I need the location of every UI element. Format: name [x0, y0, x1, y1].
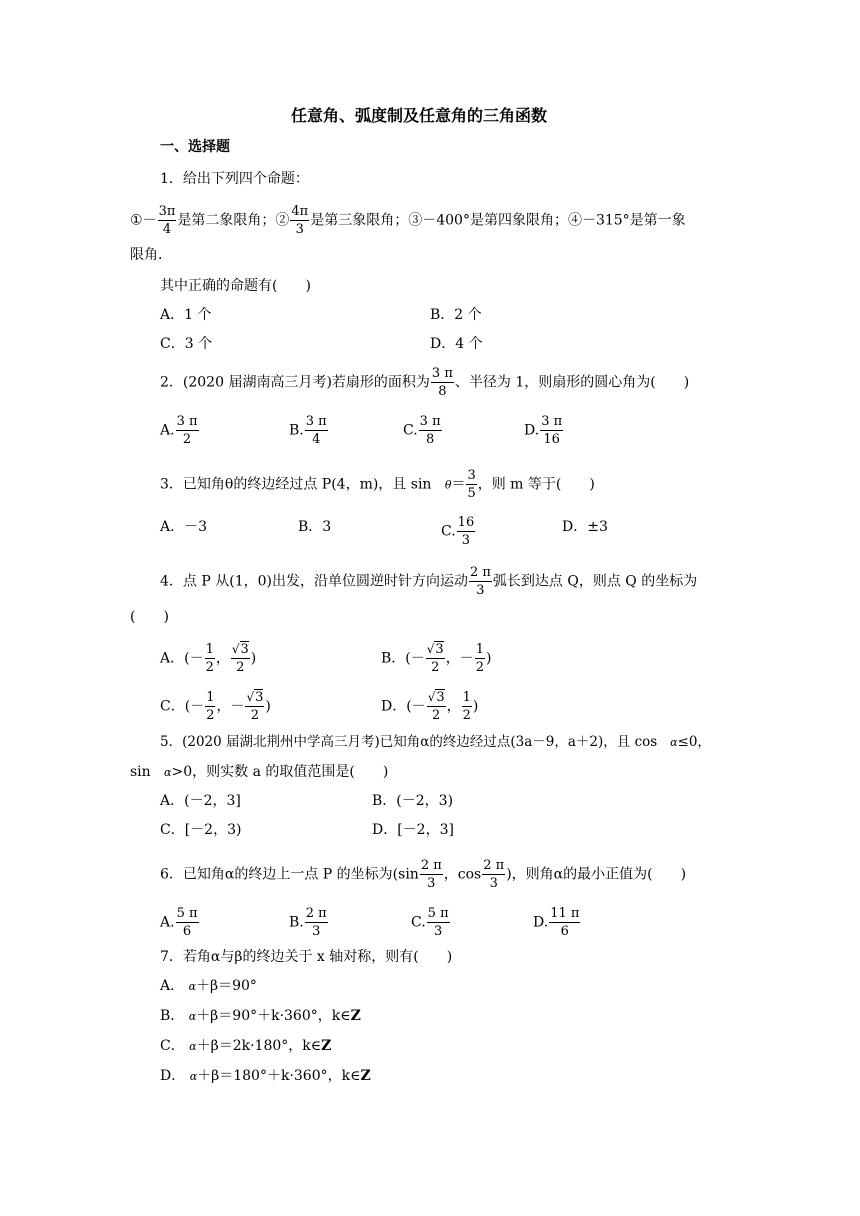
q7-option-b[interactable]: B． α＋β＝90°＋k·360°，k∈Z — [160, 1008, 361, 1024]
q3-option-d[interactable]: D．±3 — [562, 519, 608, 535]
q2-area-frac: $\frac{3 \pi}{8}$ — [431, 366, 453, 399]
q5-option-d[interactable]: D．[－2，3] — [372, 822, 454, 838]
q7-stem: 7．若角α与β的终边关于 x 轴对称，则有( ) — [160, 949, 453, 965]
q4-option-b[interactable]: B．(－ $\frac{√3}{2}$ ，－ $\frac{1}{2}$ ) — [381, 642, 492, 675]
q2-option-a[interactable]: A. $\frac{3 \pi}{2}$ — [160, 414, 198, 447]
q1-option-c[interactable]: C．3 个 — [160, 336, 213, 352]
q4-option-a[interactable]: A．(－ $\frac{1}{2}$ ， $\frac{√3}{2}$ ) — [160, 642, 257, 675]
q4-stem: 4．点 P 从(1，0)出发，沿单位圆逆时针方向运动 $\frac{2 \pi}{3}$ 弧长到达点 Q，则点 Q 的坐标为 — [160, 565, 698, 598]
page-title: 任意角、弧度制及任意角的三角函数 — [291, 106, 548, 125]
q6-option-b[interactable]: B. $\frac{2 \pi}{3}$ — [289, 906, 327, 939]
q1-frac-4pi-3: $\frac{4\pi}{3}$ — [291, 204, 309, 237]
q1-option-b[interactable]: B．2 个 — [430, 307, 482, 323]
q5-option-c[interactable]: C．[－2，3) — [160, 822, 242, 838]
q1-option-a[interactable]: A．1 个 — [160, 307, 212, 323]
q6-option-c[interactable]: C. $\frac{5 \pi}{3}$ — [411, 906, 449, 939]
q3-option-b[interactable]: B．3 — [298, 519, 332, 535]
q5-option-b[interactable]: B．(－2，3) — [372, 793, 454, 809]
q4-option-d[interactable]: D．(－ $\frac{√3}{2}$ ， $\frac{1}{2}$ ) — [381, 690, 479, 723]
section-heading: 一、选择题 — [160, 139, 230, 155]
q7-option-c[interactable]: C． α＋β＝2k·180°，k∈Z — [160, 1038, 332, 1054]
q3-option-a[interactable]: A．－3 — [160, 519, 208, 535]
q5-stem: 5．(2020 届湖北荆州中学高三月考)已知角α的终边经过点(3a－9，a＋2)，且 cos α≤0， — [160, 734, 711, 750]
q1-propositions: ①－ $\frac{3\pi}{4}$ 是第二象限角；② $\frac{4\pi}{3}$ 是第三象限角；③－400°是第四象限角；④－315°是第一象 — [130, 204, 686, 237]
q4-stem-cont: ( ) — [130, 609, 169, 625]
q5-stem-cont: sin α>0，则实数 a 的取值范围是( ) — [130, 764, 389, 780]
q3-option-c[interactable]: C. $\frac{16}{3}$ — [441, 515, 475, 548]
q6-option-a[interactable]: A. $\frac{5 \pi}{6}$ — [160, 906, 198, 939]
q7-option-d[interactable]: D． α＋β＝180°＋k·360°，k∈Z — [160, 1068, 371, 1084]
q6-option-d[interactable]: D. $\frac{11 \pi}{6}$ — [533, 906, 580, 939]
q2-option-b[interactable]: B. $\frac{3 \pi}{4}$ — [289, 414, 327, 447]
q7-option-a[interactable]: A． α＋β＝90° — [160, 978, 257, 994]
q3-stem: 3．已知角θ的终边经过点 P(4，m)，且 sin θ＝ $\frac{3}{5}$ ，则 m 等于( ) — [160, 468, 595, 501]
q1-stem: 1．给出下列四个命题： — [160, 171, 309, 187]
q2-stem: 2．(2020 届湖南高三月考)若扇形的面积为 $\frac{3 \pi}{8}$ 、半径为 1，则扇形的圆心角为( ) — [160, 366, 690, 399]
q6-stem: 6．已知角α的终边上一点 P 的坐标为(sin $\frac{2 \pi}{3}$ ，cos $\frac{2 \pi}{3}$ )，则角α的最小正值为( ) — [160, 858, 687, 891]
q1-frac-3pi-4: $\frac{3\pi}{4}$ — [158, 204, 176, 237]
q2-option-c[interactable]: C. $\frac{3 \pi}{8}$ — [403, 414, 441, 447]
q5-option-a[interactable]: A．(－2，3] — [160, 793, 241, 809]
q1-propositions-cont: 限角． — [130, 247, 172, 263]
q2-option-d[interactable]: D. $\frac{3 \pi}{16}$ — [524, 414, 563, 447]
q1-ask: 其中正确的命题有( ) — [160, 278, 311, 294]
q4-option-c[interactable]: C．(－ $\frac{1}{2}$ ，－ $\frac{√3}{2}$ ) — [160, 690, 271, 723]
q1-option-d[interactable]: D．4 个 — [430, 336, 483, 352]
